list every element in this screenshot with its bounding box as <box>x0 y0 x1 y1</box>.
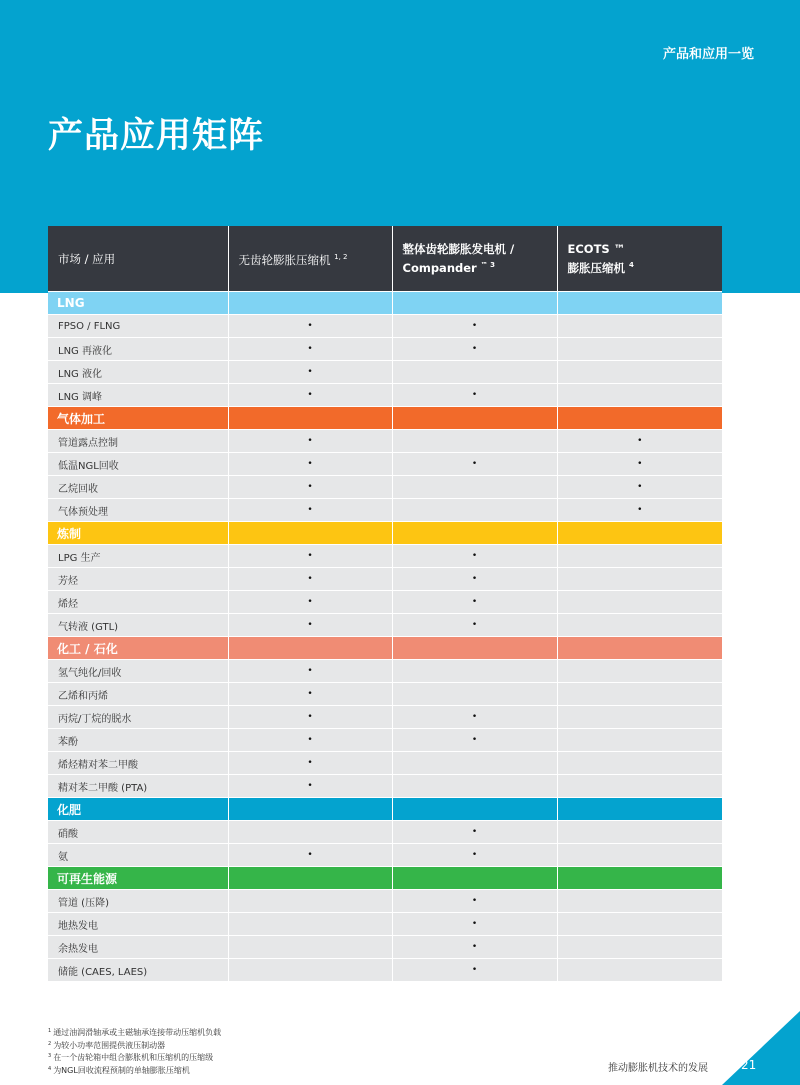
applicable-bullet: • <box>228 844 392 867</box>
applicable-bullet: • <box>228 338 392 361</box>
applicable-bullet: • <box>228 591 392 614</box>
applicable-bullet: • <box>228 683 392 706</box>
applicable-bullet: • <box>392 614 557 637</box>
application-label: LNG 再液化 <box>48 338 228 361</box>
applicable-bullet: • <box>392 821 557 844</box>
application-label: 芳烃 <box>48 568 228 591</box>
application-label: 烯烃精对苯二甲酸 <box>48 752 228 775</box>
application-label: 乙烯和丙烯 <box>48 683 228 706</box>
column-header-compander: 整体齿轮膨胀发电机 / Compander $^{™ 3}$ <box>392 226 557 292</box>
applicable-bullet: • <box>392 844 557 867</box>
category-name: 气体加工 <box>48 407 228 430</box>
applicable-bullet: • <box>392 729 557 752</box>
corner-triangle-shape <box>722 1011 800 1085</box>
applicable-bullet: • <box>392 384 557 407</box>
applicable-bullet: • <box>392 706 557 729</box>
applicable-bullet: • <box>228 430 392 453</box>
footnote: $^4$ 为NGL回收流程预制的单轴膨胀压缩机 <box>48 1065 190 1075</box>
applicable-bullet: • <box>228 315 392 338</box>
application-label: 气转液 (GTL) <box>48 614 228 637</box>
category-name: LNG <box>48 292 228 315</box>
applicable-bullet: • <box>228 476 392 499</box>
applicable-bullet: • <box>228 752 392 775</box>
application-label: 氨 <box>48 844 228 867</box>
application-label: 乙烷回收 <box>48 476 228 499</box>
applicable-bullet: • <box>228 545 392 568</box>
page-title: 产品应用矩阵 <box>48 116 265 156</box>
applicable-bullet: • <box>228 361 392 384</box>
footnote: $^1$ 通过油润滑轴承或主磁轴承连接带动压缩机负载 <box>48 1028 222 1037</box>
applicable-bullet: • <box>228 729 392 752</box>
section-label: 产品和应用一览 <box>662 47 754 62</box>
applicable-bullet: • <box>392 959 557 982</box>
applicable-bullet: • <box>392 591 557 614</box>
applicable-bullet: • <box>392 936 557 959</box>
category-name: 可再生能源 <box>48 867 228 890</box>
application-label: 余热发电 <box>48 936 228 959</box>
application-label: LNG 液化 <box>48 361 228 384</box>
category-name: 化工 / 石化 <box>48 637 228 660</box>
column-header-ecots: ECOTS ™ 膨胀压缩机 $^4$ <box>557 226 722 292</box>
application-label: LPG 生产 <box>48 545 228 568</box>
category-name: 炼制 <box>48 522 228 545</box>
application-label: 烯烃 <box>48 591 228 614</box>
applicable-bullet: • <box>557 476 722 499</box>
footnote: $^3$ 在一个齿轮箱中组合膨胀机和压缩机的压缩级 <box>48 1053 214 1062</box>
application-label: LNG 调峰 <box>48 384 228 407</box>
application-label: 气体预处理 <box>48 499 228 522</box>
applicable-bullet: • <box>392 568 557 591</box>
applicable-bullet: • <box>392 545 557 568</box>
application-label: 低温NGL回收 <box>48 453 228 476</box>
applicable-bullet: • <box>228 706 392 729</box>
applicable-bullet: • <box>557 430 722 453</box>
applicable-bullet: • <box>228 384 392 407</box>
column-header-gearless-expander: 无齿轮膨胀压缩机 $^{1, 2}$ <box>228 226 392 292</box>
applicable-bullet: • <box>392 338 557 361</box>
application-label: FPSO / FLNG <box>48 315 228 338</box>
page-number: 21 <box>741 1058 757 1072</box>
applicable-bullet: • <box>557 453 722 476</box>
application-label: 管道露点控制 <box>48 430 228 453</box>
application-label: 储能 (CAES, LAES) <box>48 959 228 982</box>
applicable-bullet: • <box>228 453 392 476</box>
applicable-bullet: • <box>228 568 392 591</box>
footer-text: 推动膨胀机技术的发展 <box>608 1063 708 1074</box>
application-label: 地热发电 <box>48 913 228 936</box>
applicable-bullet: • <box>228 660 392 683</box>
applicable-bullet: • <box>228 499 392 522</box>
application-label: 丙烷/丁烷的脱水 <box>48 706 228 729</box>
application-label: 苯酚 <box>48 729 228 752</box>
column-header-market: 市场 / 应用 <box>48 226 228 292</box>
application-label: 精对苯二甲酸 (PTA) <box>48 775 228 798</box>
applicable-bullet: • <box>228 614 392 637</box>
application-label: 管道 (压降) <box>48 890 228 913</box>
applicable-bullet: • <box>392 453 557 476</box>
application-label: 氢气纯化/回收 <box>48 660 228 683</box>
applicable-bullet: • <box>392 315 557 338</box>
applicable-bullet: • <box>228 775 392 798</box>
footnote: $^2$ 为较小功率范围提供液压制动器 <box>48 1040 166 1050</box>
applicable-bullet: • <box>557 499 722 522</box>
applicable-bullet: • <box>392 890 557 913</box>
application-label: 硝酸 <box>48 821 228 844</box>
category-name: 化肥 <box>48 798 228 821</box>
applicable-bullet: • <box>392 913 557 936</box>
